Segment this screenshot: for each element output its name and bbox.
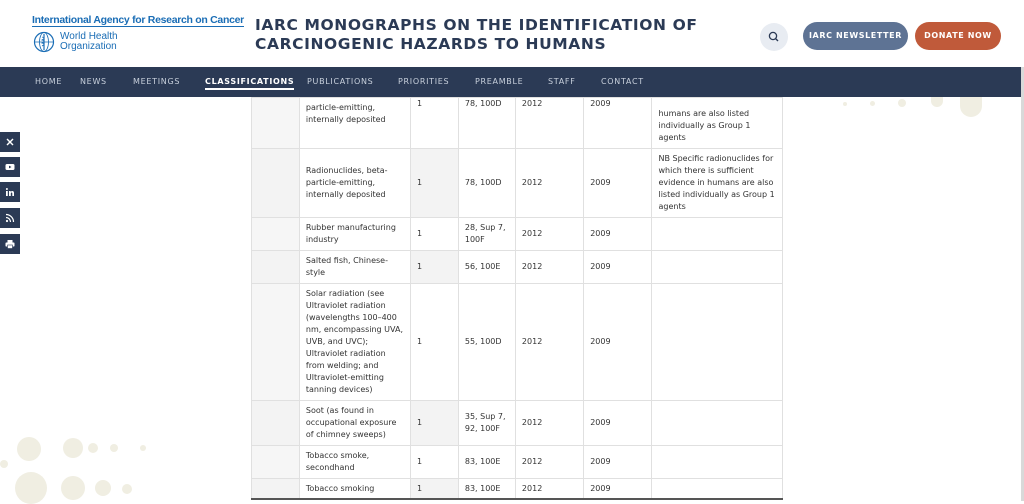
group-cell: 1 xyxy=(410,284,458,401)
decorative-dot xyxy=(110,444,118,452)
notes-cell xyxy=(652,284,783,401)
table-cell xyxy=(252,446,300,479)
agent-cell: Tobacco smoking xyxy=(299,479,410,500)
notes-cell xyxy=(652,218,783,251)
group-cell: 1 xyxy=(410,446,458,479)
decorative-dot xyxy=(88,443,98,453)
agent-cell: Soot (as found in occupational exposure of chimney sweeps) xyxy=(299,401,410,446)
volume-year-cell: 2012 xyxy=(515,98,583,149)
group-cell: 1 xyxy=(410,401,458,446)
table-cell xyxy=(252,479,300,500)
share-linkedin-button[interactable] xyxy=(0,182,20,202)
nav-news[interactable]: NEWS xyxy=(80,77,107,86)
nav-staff[interactable]: STAFF xyxy=(548,77,576,86)
notes-cell xyxy=(652,251,783,284)
volume-cell: 83, 100E xyxy=(458,446,515,479)
page-title: IARC MONOGRAPHS ON THE IDENTIFICATION OF CARCINOGENIC HAZARDS TO HUMANS xyxy=(255,16,698,53)
agent-cell: Radionuclides, beta-particle-emitting, internally deposited xyxy=(299,149,410,218)
volume-cell: 83, 100E xyxy=(458,479,515,500)
volume-cell: 78, 100D xyxy=(458,149,515,218)
nav-publications[interactable]: PUBLICATIONS xyxy=(307,77,374,86)
evaluation-year-cell: 2009 xyxy=(584,284,652,401)
youtube-icon xyxy=(5,162,15,172)
evaluation-year-cell: 2009 xyxy=(584,446,652,479)
nav-priorities[interactable]: PRIORITIES xyxy=(398,77,450,86)
nav-contact[interactable]: CONTACT xyxy=(601,77,644,86)
volume-cell: 56, 100E xyxy=(458,251,515,284)
agent-cell: Salted fish, Chinese-style xyxy=(299,251,410,284)
linkedin-icon xyxy=(5,187,15,197)
volume-year-cell: 2012 xyxy=(515,149,583,218)
table-cell xyxy=(252,284,300,401)
volume-year-cell: 2012 xyxy=(515,401,583,446)
table-row xyxy=(252,479,783,500)
decorative-dot xyxy=(140,445,146,451)
table-cell xyxy=(252,149,300,218)
site-header xyxy=(0,0,1024,67)
share-rss-button[interactable] xyxy=(0,208,20,228)
who-emblem-icon xyxy=(33,31,55,53)
table-cell xyxy=(252,401,300,446)
volume-cell: 28, Sup 7, 100F xyxy=(458,218,515,251)
volume-year-cell: 2012 xyxy=(515,479,583,500)
table-row xyxy=(252,284,783,401)
decorative-dot xyxy=(63,438,83,458)
decorative-dot xyxy=(960,97,982,117)
table-row xyxy=(252,401,783,446)
volume-year-cell: 2012 xyxy=(515,284,583,401)
share-x-button[interactable] xyxy=(0,132,20,152)
newsletter-button[interactable]: IARC NEWSLETTER xyxy=(803,22,908,50)
volume-year-cell: 2012 xyxy=(515,251,583,284)
volume-cell: 78, 100D xyxy=(458,98,515,149)
table-bottom-rule xyxy=(251,498,783,500)
agent-cell: Solar radiation (see Ultraviolet radiation (wavelengths 100–400 nm, encompassing UVA, UVB, and UVC); Ultraviolet radiation from welding; and Ultraviolet-emitting tanning devices) xyxy=(299,284,410,401)
donate-button[interactable]: DONATE NOW xyxy=(915,22,1001,50)
decorative-dot xyxy=(0,460,8,468)
group-cell: 1 xyxy=(410,479,458,500)
table-cell xyxy=(252,218,300,251)
decorative-dot xyxy=(15,472,47,504)
decorative-dot xyxy=(870,101,875,106)
decorative-dot xyxy=(122,484,132,494)
table-cell xyxy=(252,98,300,149)
logo-agency-name: International Agency for Research on Cancer xyxy=(32,14,244,26)
evaluation-year-cell: 2009 xyxy=(584,98,652,149)
volume-cell: 35, Sup 7, 92, 100F xyxy=(458,401,515,446)
group-cell: 1 xyxy=(410,251,458,284)
nav-home[interactable]: HOME xyxy=(35,77,63,86)
decorative-dot xyxy=(843,102,847,106)
table-row xyxy=(252,149,783,218)
logo-who-name: World Health Organization xyxy=(60,31,118,52)
nav-classifications[interactable]: CLASSIFICATIONS xyxy=(205,67,294,90)
volume-cell: 55, 100D xyxy=(458,284,515,401)
notes-cell xyxy=(652,446,783,479)
share-youtube-button[interactable] xyxy=(0,157,20,177)
table-row xyxy=(252,446,783,479)
print-button[interactable] xyxy=(0,234,20,254)
group-cell: 1 xyxy=(410,98,458,149)
volume-year-cell: 2012 xyxy=(515,218,583,251)
iarc-who-logo[interactable] xyxy=(32,14,244,58)
main-nav xyxy=(0,67,1024,97)
decorative-dot xyxy=(931,97,943,107)
table-row xyxy=(252,98,783,149)
notes-cell xyxy=(652,479,783,500)
print-icon xyxy=(5,239,15,249)
decorative-dot xyxy=(17,437,41,461)
classification-table xyxy=(251,97,783,500)
agent-cell: Rubber manufacturing industry xyxy=(299,218,410,251)
search-icon xyxy=(760,23,788,51)
evaluation-year-cell: 2009 xyxy=(584,401,652,446)
nav-meetings[interactable]: MEETINGS xyxy=(133,77,181,86)
agent-cell: particle-emitting, internally deposited xyxy=(299,98,410,149)
search-button[interactable] xyxy=(760,23,788,51)
evaluation-year-cell: 2009 xyxy=(584,479,652,500)
rss-icon xyxy=(5,213,15,223)
notes-cell: humans are also listed individually as Group 1 agents xyxy=(652,98,783,149)
table-cell xyxy=(252,251,300,284)
table-row xyxy=(252,218,783,251)
evaluation-year-cell: 2009 xyxy=(584,251,652,284)
notes-cell: NB Specific radionuclides for which there is sufficient evidence in humans are also listed individually as Group 1 agents xyxy=(652,149,783,218)
x-icon xyxy=(5,137,15,147)
notes-cell xyxy=(652,401,783,446)
decorative-dot xyxy=(95,480,111,496)
table-row xyxy=(252,251,783,284)
decorative-dot xyxy=(61,476,85,500)
nav-preamble[interactable]: PREAMBLE xyxy=(475,77,524,86)
group-cell: 1 xyxy=(410,218,458,251)
group-cell: 1 xyxy=(410,149,458,218)
evaluation-year-cell: 2009 xyxy=(584,149,652,218)
decorative-dot xyxy=(898,99,906,107)
agent-cell: Tobacco smoke, secondhand xyxy=(299,446,410,479)
evaluation-year-cell: 2009 xyxy=(584,218,652,251)
volume-year-cell: 2012 xyxy=(515,446,583,479)
